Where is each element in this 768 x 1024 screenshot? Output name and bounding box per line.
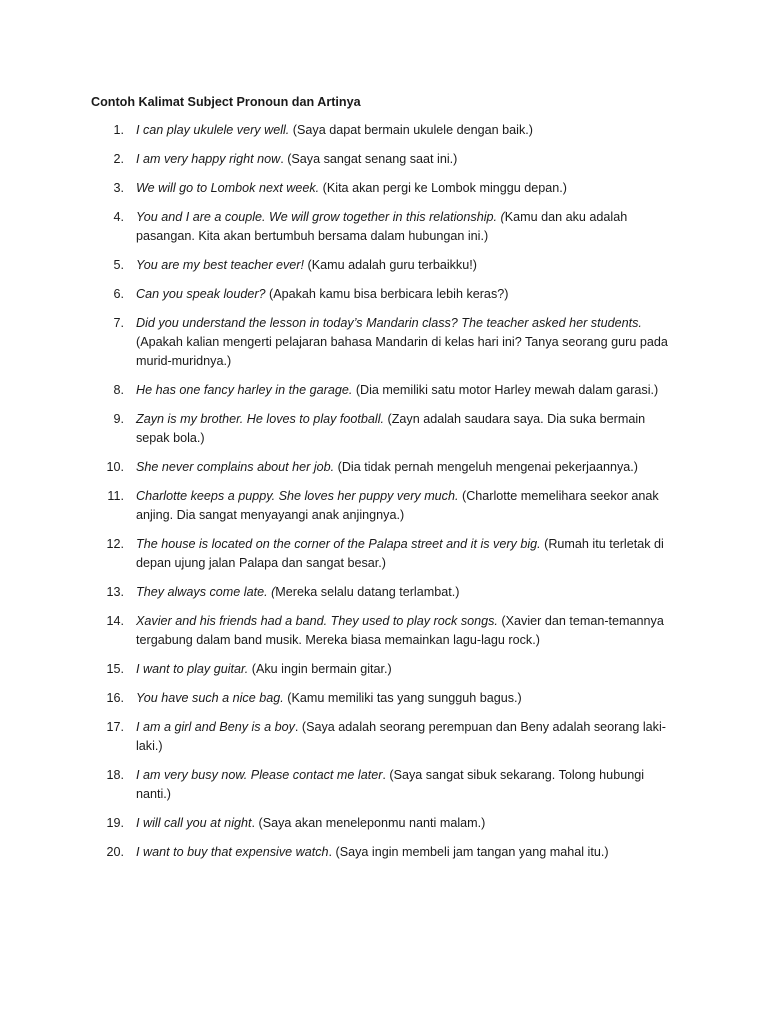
english-sentence: You are my best teacher ever! [136,258,305,272]
list-item [0,381,768,400]
indonesian-translation: (Aku ingin bermain gitar.) [248,662,392,676]
indonesian-translation: . (Saya sangat sibuk sekarang. Tolong hubungi nanti.) [136,768,645,801]
indonesian-translation: (Charlotte memelihara seekor anak anjing. Dia sangat menyayangi anak anjingnya.) [136,489,659,522]
indonesian-translation: . (Saya ingin membeli jam tangan yang mahal itu.) [328,845,609,859]
english-sentence: Zayn is my brother. He loves to play football. [136,412,385,426]
indonesian-translation: (Saya dapat bermain ukulele dengan baik.) [289,123,533,137]
english-sentence: He has one fancy harley in the garage. [136,383,353,397]
english-sentence: You have such a nice bag. [136,691,284,705]
indonesian-translation: (Kamu memiliki tas yang sungguh bagus.) [283,691,522,705]
list-item [0,285,768,304]
item-number: 12. [106,537,124,551]
document-title: Contoh Kalimat Subject Pronoun dan Artinya [91,95,361,109]
item-number: 9. [113,412,124,426]
indonesian-translation: Kamu dan aku adalah pasangan. Kita akan bertumbuh bersama dalam hubungan ini.) [136,210,628,243]
indonesian-translation: (Kita akan pergi ke Lombok minggu depan.) [319,181,567,195]
indonesian-translation: (Apakah kamu bisa berbicara lebih keras?) [265,287,509,301]
indonesian-translation: . (Saya adalah seorang perempuan dan Beny adalah seorang laki-laki.) [136,720,666,753]
indonesian-translation: Mereka selalu datang terlambat.) [275,585,460,599]
item-number: 13. [106,585,124,599]
item-number: 5. [113,258,124,272]
item-number: 18. [106,768,124,782]
english-sentence: Xavier and his friends had a band. They used to play rock songs. [136,614,498,628]
item-number: 10. [106,460,124,474]
item-number: 20. [106,845,124,859]
english-sentence: You and I are a couple. We will grow together in this relationship. ( [136,210,505,224]
english-sentence: I am very busy now. Please contact me later [136,768,383,782]
english-sentence: They always come late. ( [136,585,276,599]
list-item [0,766,768,804]
list-item [0,583,768,602]
english-sentence: I am very happy right now [136,152,281,166]
list-item [0,150,768,169]
english-sentence: I want to buy that expensive watch [136,845,329,859]
list-item [0,121,768,140]
item-number: 3. [113,181,124,195]
indonesian-translation: (Rumah itu terletak di depan ujung jalan Palapa dan sangat besar.) [136,537,664,570]
indonesian-translation: (Zayn adalah saudara saya. Dia suka bermain sepak bola.) [136,412,646,445]
english-sentence: I am a girl and Beny is a boy [136,720,295,734]
indonesian-translation: (Xavier dan teman-temannya tergabung dalam band musik. Mereka biasa memainkan lagu-lagu rock.) [136,614,664,647]
item-number: 11. [107,489,124,503]
list-item [0,612,768,650]
list-item [0,208,768,246]
list-item [0,487,768,525]
item-number: 7. [113,316,124,330]
list-item [0,179,768,198]
indonesian-translation: (Dia tidak pernah mengeluh mengenai pekerjaannya.) [334,460,638,474]
english-sentence: I want to play guitar. [136,662,249,676]
english-sentence: We will go to Lombok next week. [136,181,320,195]
english-sentence: I can play ukulele very well. [136,123,290,137]
indonesian-translation: . (Saya sangat senang saat ini.) [280,152,458,166]
item-number: 16. [106,691,124,705]
list-item [0,410,768,448]
indonesian-translation: (Kamu adalah guru terbaikku!) [304,258,477,272]
list-item [0,535,768,573]
item-number: 4. [113,210,124,224]
item-number: 17. [106,720,124,734]
english-sentence: I will call you at night [136,816,252,830]
list-item [0,458,768,477]
list-item [0,660,768,679]
english-sentence: She never complains about her job. [136,460,335,474]
example-sentence-list [0,121,768,872]
indonesian-translation: (Dia memiliki satu motor Harley mewah dalam garasi.) [352,383,659,397]
item-number: 1. [113,123,124,137]
list-item [0,718,768,756]
list-item [0,314,768,371]
item-number: 8. [113,383,124,397]
item-number: 15. [106,662,124,676]
english-sentence: Can you speak louder? [136,287,266,301]
list-item [0,689,768,708]
list-item [0,843,768,862]
indonesian-translation: (Apakah kalian mengerti pelajaran bahasa Mandarin di kelas hari ini? Tanya seorang guru pada murid-muridnya.) [136,335,668,368]
item-number: 14. [106,614,124,628]
list-item [0,814,768,833]
english-sentence: Did you understand the lesson in today’s Mandarin class? The teacher asked her students. [136,316,642,330]
item-number: 19. [106,816,124,830]
list-item [0,256,768,275]
item-number: 6. [113,287,124,301]
item-number: 2. [113,152,124,166]
indonesian-translation: . (Saya akan meneleponmu nanti malam.) [251,816,486,830]
english-sentence: Charlotte keeps a puppy. She loves her puppy very much. [136,489,459,503]
english-sentence: The house is located on the corner of the Palapa street and it is very big. [136,537,541,551]
